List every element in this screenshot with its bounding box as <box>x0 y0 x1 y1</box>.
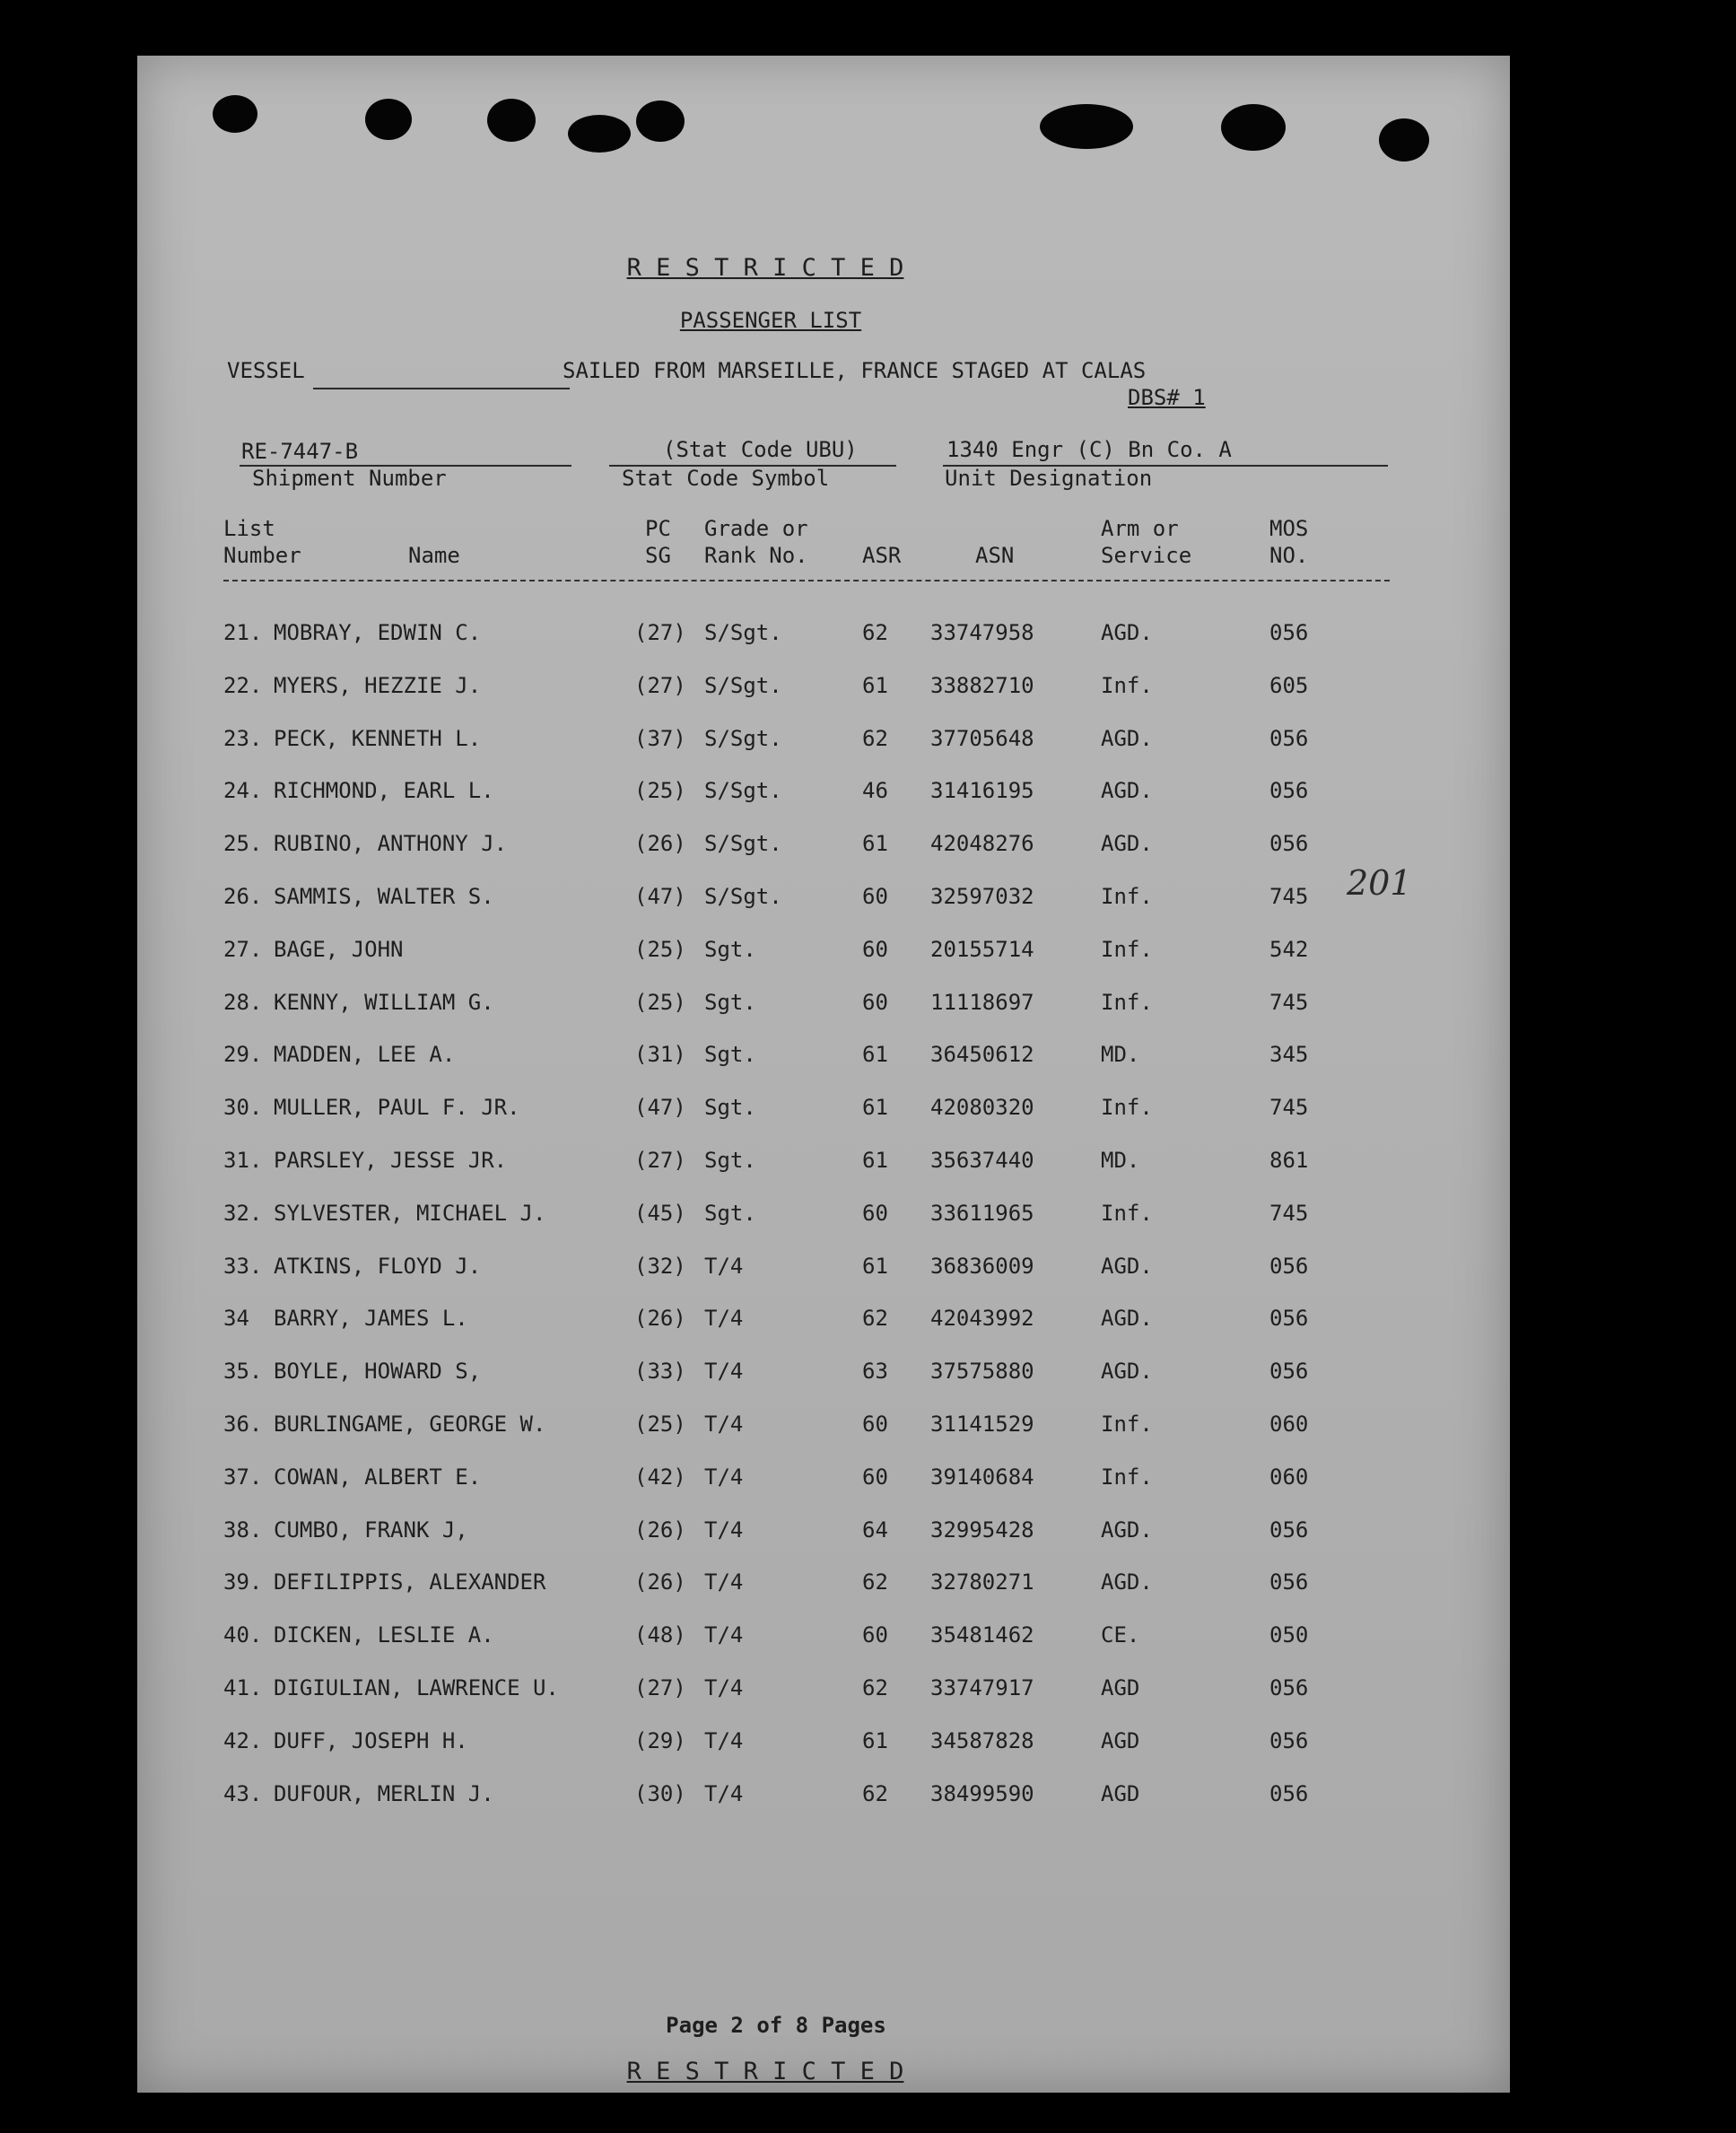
row-asn: 35481462 <box>930 1622 1034 1648</box>
row-asn: 31141529 <box>930 1412 1034 1437</box>
row-list-number: 43. <box>223 1780 263 1806</box>
row-asr: 60 <box>862 936 888 962</box>
row-arm-service: Inf. <box>1101 884 1153 909</box>
row-grade: S/Sgt. <box>704 620 782 645</box>
row-grade: T/4 <box>704 1464 744 1490</box>
row-list-number: 28. <box>223 989 263 1015</box>
stat-label: Stat Code Symbol <box>622 466 830 491</box>
table-row <box>137 830 1510 866</box>
row-list-number: 26. <box>223 884 263 909</box>
row-asr: 62 <box>862 725 888 751</box>
row-pc-sg: (42) <box>634 1464 686 1490</box>
row-asr: 61 <box>862 831 888 857</box>
row-asn: 33747917 <box>930 1675 1034 1700</box>
row-mos: 745 <box>1269 1095 1309 1121</box>
row-arm-service: AGD. <box>1101 620 1153 645</box>
row-asr: 61 <box>862 1042 888 1068</box>
col-mos: MOS NO. <box>1269 516 1309 568</box>
row-list-number: 25. <box>223 831 263 857</box>
row-grade: T/4 <box>704 1675 744 1700</box>
table-row <box>137 619 1510 655</box>
row-arm-service: AGD. <box>1101 1359 1153 1385</box>
row-asn: 33747958 <box>930 620 1034 645</box>
row-arm-service: Inf. <box>1101 989 1153 1015</box>
row-mos: 056 <box>1269 1569 1309 1595</box>
row-pc-sg: (27) <box>634 672 686 698</box>
row-mos: 060 <box>1269 1412 1309 1437</box>
table-row <box>137 1780 1510 1816</box>
row-list-number: 38. <box>223 1517 263 1543</box>
row-list-number: 24. <box>223 778 263 804</box>
row-arm-service: AGD. <box>1101 1569 1153 1595</box>
row-pc-sg: (48) <box>634 1622 686 1648</box>
row-asn: 42043992 <box>930 1306 1034 1332</box>
row-asn: 34587828 <box>930 1727 1034 1753</box>
shipment-number: RE-7447-B <box>241 439 359 464</box>
row-asr: 60 <box>862 884 888 909</box>
row-pc-sg: (25) <box>634 989 686 1015</box>
row-pc-sg: (26) <box>634 1569 686 1595</box>
col-asn: ASN <box>975 543 1015 568</box>
row-mos: 056 <box>1269 1675 1309 1700</box>
row-asr: 61 <box>862 1095 888 1121</box>
row-asn: 39140684 <box>930 1464 1034 1490</box>
row-arm-service: Inf. <box>1101 1200 1153 1226</box>
row-grade: S/Sgt. <box>704 725 782 751</box>
row-grade: T/4 <box>704 1517 744 1543</box>
row-mos: 056 <box>1269 778 1309 804</box>
row-asr: 62 <box>862 1675 888 1700</box>
row-asn: 33882710 <box>930 672 1034 698</box>
table-row <box>137 1622 1510 1657</box>
row-grade: Sgt. <box>704 1148 756 1173</box>
row-mos: 056 <box>1269 1359 1309 1385</box>
row-name: MULLER, PAUL F. JR. <box>274 1095 520 1121</box>
row-arm-service: CE. <box>1101 1622 1140 1648</box>
row-asr: 62 <box>862 620 888 645</box>
row-grade: Sgt. <box>704 1042 756 1068</box>
row-list-number: 27. <box>223 936 263 962</box>
table-row <box>137 725 1510 761</box>
margin-annotation: 201 <box>1347 863 1412 903</box>
table-row <box>137 1041 1510 1077</box>
table-row <box>137 1411 1510 1447</box>
row-asn: 11118697 <box>930 989 1034 1015</box>
row-pc-sg: (31) <box>634 1042 686 1068</box>
row-grade: T/4 <box>704 1727 744 1753</box>
row-grade: S/Sgt. <box>704 884 782 909</box>
row-list-number: 34 <box>223 1306 249 1332</box>
row-grade: T/4 <box>704 1253 744 1279</box>
row-name: RICHMOND, EARL L. <box>274 778 494 804</box>
row-list-number: 36. <box>223 1412 263 1437</box>
punch-hole <box>1379 118 1429 162</box>
row-arm-service: MD. <box>1101 1042 1140 1068</box>
row-pc-sg: (26) <box>634 1517 686 1543</box>
row-grade: S/Sgt. <box>704 672 782 698</box>
row-name: KENNY, WILLIAM G. <box>274 989 494 1015</box>
row-grade: T/4 <box>704 1412 744 1437</box>
row-arm-service: Inf. <box>1101 1464 1153 1490</box>
row-asr: 46 <box>862 778 888 804</box>
row-grade: Sgt. <box>704 1095 756 1121</box>
row-arm-service: AGD <box>1101 1675 1140 1700</box>
row-pc-sg: (47) <box>634 1095 686 1121</box>
row-name: DEFILIPPIS, ALEXANDER <box>274 1569 546 1595</box>
col-list-number: List Number <box>223 516 301 568</box>
row-list-number: 21. <box>223 620 263 645</box>
vessel-label: VESSEL <box>227 358 305 383</box>
row-mos: 056 <box>1269 620 1309 645</box>
row-asn: 33611965 <box>930 1200 1034 1226</box>
row-asr: 61 <box>862 1727 888 1753</box>
row-pc-sg: (25) <box>634 1412 686 1437</box>
stat-code: (Stat Code UBU) <box>663 437 858 462</box>
row-arm-service: AGD. <box>1101 725 1153 751</box>
row-grade: T/4 <box>704 1622 744 1648</box>
row-list-number: 32. <box>223 1200 263 1226</box>
unit-label: Unit Designation <box>945 466 1153 491</box>
row-name: DIGIULIAN, LAWRENCE U. <box>274 1675 559 1700</box>
row-grade: Sgt. <box>704 936 756 962</box>
row-list-number: 29. <box>223 1042 263 1068</box>
row-list-number: 22. <box>223 672 263 698</box>
row-mos: 060 <box>1269 1464 1309 1490</box>
row-asn: 37575880 <box>930 1359 1034 1385</box>
row-name: MOBRAY, EDWIN C. <box>274 620 482 645</box>
table-row <box>137 1305 1510 1341</box>
col-asr: ASR <box>862 543 902 568</box>
row-arm-service: AGD. <box>1101 778 1153 804</box>
row-arm-service: AGD. <box>1101 1306 1153 1332</box>
row-asn: 32780271 <box>930 1569 1034 1595</box>
row-mos: 056 <box>1269 1306 1309 1332</box>
row-grade: T/4 <box>704 1359 744 1385</box>
row-grade: T/4 <box>704 1569 744 1595</box>
row-asr: 61 <box>862 672 888 698</box>
row-grade: Sgt. <box>704 1200 756 1226</box>
row-asr: 60 <box>862 1622 888 1648</box>
table-row <box>137 1147 1510 1183</box>
row-mos: 745 <box>1269 989 1309 1015</box>
row-asn: 42048276 <box>930 831 1034 857</box>
row-pc-sg: (45) <box>634 1200 686 1226</box>
row-name: BAGE, JOHN <box>274 936 404 962</box>
row-grade: S/Sgt. <box>704 778 782 804</box>
row-asr: 62 <box>862 1306 888 1332</box>
row-name: MADDEN, LEE A. <box>274 1042 456 1068</box>
document-page <box>137 56 1510 2093</box>
row-pc-sg: (30) <box>634 1780 686 1806</box>
row-asn: 36450612 <box>930 1042 1034 1068</box>
document-title: PASSENGER LIST <box>679 308 862 333</box>
row-name: PARSLEY, JESSE JR. <box>274 1148 508 1173</box>
shipment-label: Shipment Number <box>252 466 447 491</box>
row-pc-sg: (27) <box>634 1148 686 1173</box>
row-list-number: 42. <box>223 1727 263 1753</box>
row-pc-sg: (27) <box>634 620 686 645</box>
row-pc-sg: (37) <box>634 725 686 751</box>
page-indicator: Page 2 of 8 Pages <box>666 2013 886 2038</box>
row-grade: T/4 <box>704 1306 744 1332</box>
table-row <box>137 672 1510 708</box>
row-asr: 60 <box>862 989 888 1015</box>
row-mos: 056 <box>1269 1780 1309 1806</box>
table-row <box>137 777 1510 813</box>
punch-hole <box>636 101 685 142</box>
col-grade: Grade or Rank No. <box>704 516 808 568</box>
row-arm-service: Inf. <box>1101 1412 1153 1437</box>
punch-hole <box>365 99 412 140</box>
row-name: ATKINS, FLOYD J. <box>274 1253 482 1279</box>
row-arm-service: Inf. <box>1101 1095 1153 1121</box>
row-name: CUMBO, FRANK J, <box>274 1517 468 1543</box>
sailed-from: SAILED FROM MARSEILLE, FRANCE STAGED AT CALAS <box>563 358 1147 383</box>
row-arm-service: AGD <box>1101 1727 1140 1753</box>
row-asn: 32597032 <box>930 884 1034 909</box>
row-asr: 61 <box>862 1148 888 1173</box>
dbs-number: DBS# 1 <box>1128 385 1206 410</box>
punch-hole <box>213 95 257 133</box>
unit-designation: 1340 Engr (C) Bn Co. A <box>947 437 1232 462</box>
row-pc-sg: (25) <box>634 778 686 804</box>
row-list-number: 37. <box>223 1464 263 1490</box>
row-list-number: 33. <box>223 1253 263 1279</box>
punch-hole <box>1221 104 1286 151</box>
row-pc-sg: (27) <box>634 1675 686 1700</box>
row-list-number: 30. <box>223 1095 263 1121</box>
table-row <box>137 1569 1510 1604</box>
row-asr: 60 <box>862 1464 888 1490</box>
row-list-number: 35. <box>223 1359 263 1385</box>
row-asr: 64 <box>862 1517 888 1543</box>
row-asn: 32995428 <box>930 1517 1034 1543</box>
row-arm-service: AGD. <box>1101 831 1153 857</box>
row-arm-service: Inf. <box>1101 936 1153 962</box>
row-name: DUFF, JOSEPH H. <box>274 1727 468 1753</box>
row-pc-sg: (47) <box>634 884 686 909</box>
row-mos: 056 <box>1269 725 1309 751</box>
punch-hole <box>568 115 631 153</box>
row-name: PECK, KENNETH L. <box>274 725 482 751</box>
row-mos: 056 <box>1269 1253 1309 1279</box>
row-mos: 745 <box>1269 1200 1309 1226</box>
row-mos: 056 <box>1269 831 1309 857</box>
row-name: BOYLE, HOWARD S, <box>274 1359 482 1385</box>
row-mos: 745 <box>1269 884 1309 909</box>
row-asr: 62 <box>862 1780 888 1806</box>
row-list-number: 23. <box>223 725 263 751</box>
row-asr: 62 <box>862 1569 888 1595</box>
punch-hole <box>487 99 536 142</box>
row-name: BURLINGAME, GEORGE W. <box>274 1412 546 1437</box>
row-name: BARRY, JAMES L. <box>274 1306 468 1332</box>
col-arm: Arm or Service <box>1101 516 1192 568</box>
row-mos: 542 <box>1269 936 1309 962</box>
row-grade: Sgt. <box>704 989 756 1015</box>
row-asn: 42080320 <box>930 1095 1034 1121</box>
table-row <box>137 989 1510 1025</box>
row-name: RUBINO, ANTHONY J. <box>274 831 508 857</box>
row-name: DICKEN, LESLIE A. <box>274 1622 494 1648</box>
table-row <box>137 1094 1510 1130</box>
table-row <box>137 1358 1510 1394</box>
table-row <box>137 1674 1510 1710</box>
table-row <box>137 1517 1510 1552</box>
row-mos: 861 <box>1269 1148 1309 1173</box>
row-arm-service: AGD. <box>1101 1517 1153 1543</box>
row-pc-sg: (29) <box>634 1727 686 1753</box>
table-row <box>137 1464 1510 1499</box>
table-row <box>137 1727 1510 1763</box>
row-mos: 345 <box>1269 1042 1309 1068</box>
table-row <box>137 883 1510 919</box>
table-row <box>137 1200 1510 1236</box>
row-name: SYLVESTER, MICHAEL J. <box>274 1200 546 1226</box>
row-pc-sg: (26) <box>634 831 686 857</box>
row-grade: T/4 <box>704 1780 744 1806</box>
row-asn: 37705648 <box>930 725 1034 751</box>
row-list-number: 39. <box>223 1569 263 1595</box>
row-name: MYERS, HEZZIE J. <box>274 672 482 698</box>
row-arm-service: Inf. <box>1101 672 1153 698</box>
row-name: SAMMIS, WALTER S. <box>274 884 494 909</box>
col-pc-sg: PC SG <box>645 516 671 568</box>
row-pc-sg: (32) <box>634 1253 686 1279</box>
row-asn: 36836009 <box>930 1253 1034 1279</box>
row-arm-service: AGD. <box>1101 1253 1153 1279</box>
row-name: DUFOUR, MERLIN J. <box>274 1780 494 1806</box>
row-name: COWAN, ALBERT E. <box>274 1464 482 1490</box>
row-asn: 31416195 <box>930 778 1034 804</box>
row-mos: 056 <box>1269 1517 1309 1543</box>
header-rule <box>223 580 1390 581</box>
vessel-line <box>313 388 570 389</box>
table-row <box>137 1253 1510 1289</box>
row-pc-sg: (26) <box>634 1306 686 1332</box>
row-asn: 35637440 <box>930 1148 1034 1173</box>
row-mos: 056 <box>1269 1727 1309 1753</box>
punch-hole <box>1040 104 1133 149</box>
row-pc-sg: (25) <box>634 936 686 962</box>
row-arm-service: MD. <box>1101 1148 1140 1173</box>
row-list-number: 31. <box>223 1148 263 1173</box>
col-name: Name <box>408 543 460 568</box>
row-asr: 63 <box>862 1359 888 1385</box>
row-asn: 38499590 <box>930 1780 1034 1806</box>
table-row <box>137 936 1510 972</box>
row-asn: 20155714 <box>930 936 1034 962</box>
row-list-number: 40. <box>223 1622 263 1648</box>
restricted-top: R E S T R I C T E D <box>626 254 904 282</box>
row-arm-service: AGD <box>1101 1780 1140 1806</box>
row-grade: S/Sgt. <box>704 831 782 857</box>
row-asr: 60 <box>862 1200 888 1226</box>
restricted-bottom: R E S T R I C T E D <box>626 2058 904 2085</box>
row-asr: 60 <box>862 1412 888 1437</box>
row-pc-sg: (33) <box>634 1359 686 1385</box>
row-mos: 605 <box>1269 672 1309 698</box>
row-asr: 61 <box>862 1253 888 1279</box>
row-list-number: 41. <box>223 1675 263 1700</box>
row-mos: 050 <box>1269 1622 1309 1648</box>
